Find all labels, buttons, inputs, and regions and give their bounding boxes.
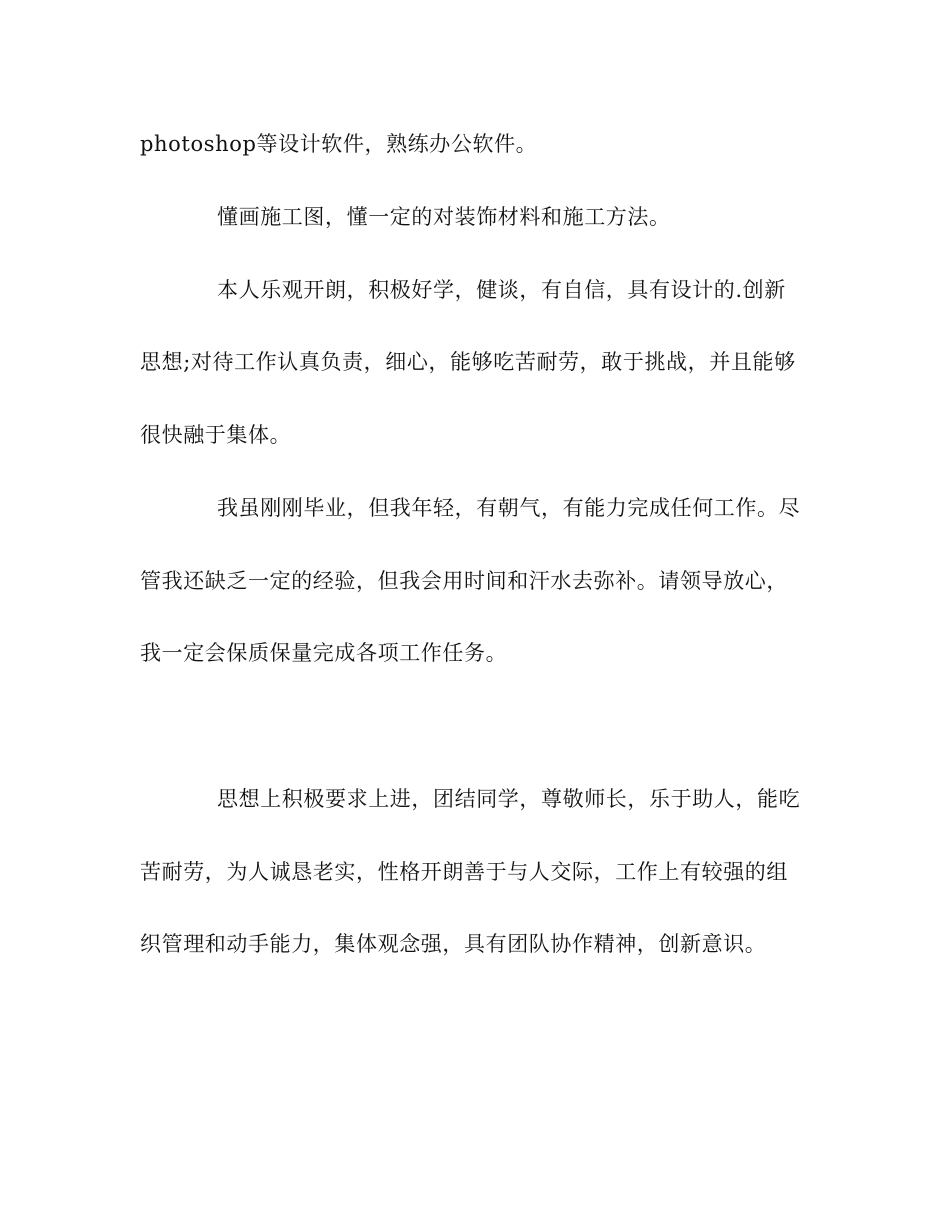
paragraph-line: 织管理和动手能力，集体观念强，具有团队协作精神，创新意识。 [140,932,767,956]
paragraph-line: 本人乐观开朗，积极好学，健谈，有自信，具有设计的.创新 [217,278,786,302]
paragraph-line: 苦耐劳，为人诚恳老实，性格开朗善于与人交际，工作上有较强的组 [140,860,788,884]
paragraph-line: 思想上积极要求上进，团结同学，尊敬师长，乐于助人，能吃 [217,787,801,811]
paragraph-line: 很快融于集体。 [140,423,292,447]
paragraph-line: 懂画施工图，懂一定的对装饰材料和施工方法。 [217,205,671,229]
paragraph-line: photoshop等设计软件，熟练办公软件。 [140,132,538,156]
paragraph-line: 我虽刚刚毕业，但我年轻，有朝气，有能力完成任何工作。尽 [217,496,801,520]
paragraph-line: 管我还缺乏一定的经验，但我会用时间和汗水去弥补。请领导放心， [140,569,788,593]
paragraph-line: 我一定会保质保量完成各项工作任务。 [140,641,508,665]
paragraph-line: 思想;对待工作认真负责，细心，能够吃苦耐劳，敢于挑战，并且能够 [140,350,796,374]
